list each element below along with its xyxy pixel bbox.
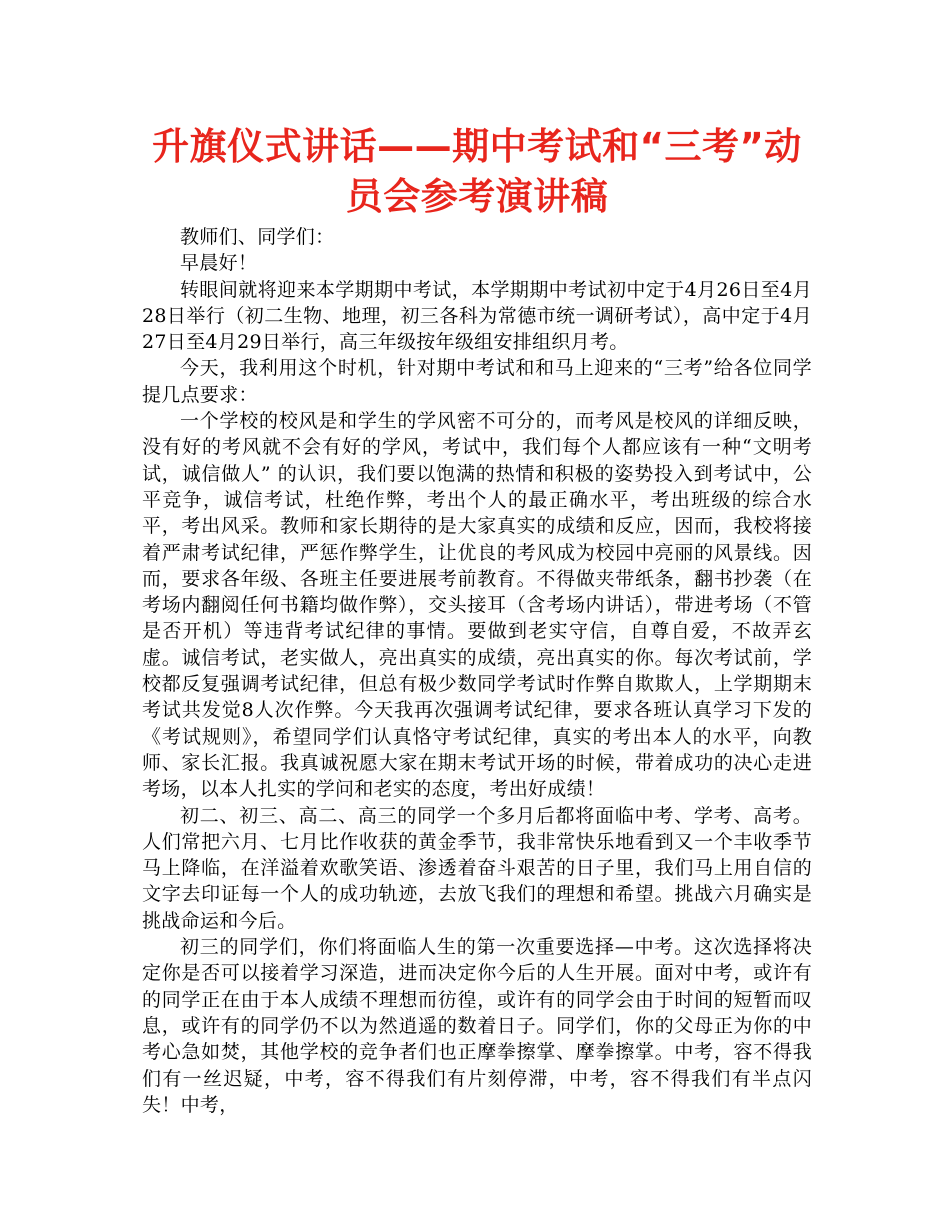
document-body — [142, 224, 812, 1118]
salutation: 教师们、同学们： — [180, 226, 335, 248]
paragraph: 一个学校的校风是和学生的学风密不可分的，而考风是校风的详细反映，没有好的考风就不会有好的学风，考试中，我们每个人都应该有一种“文明考试，诚信做人” 的认识，我们要以饱满的热情和积极的姿势投入到考试中，公平竞争，诚信考试，杜绝作弊，考出个人的最正确水平，考出班级的综合水平，考出风采。教师和家长期待的是大家真实的成绩和反应，因而，我校将接着严肃考试纪律，严惩作弊学生，让优良的考风成为校园中亮丽的风景线。因而，要求各年级、各班主任要进展考前教育。不得做夹带纸条，翻书抄袭（在考场内翻阅任何书籍均做作弊），交头接耳（含考场内讲话），带进考场（不管是否开机）等违背考试纪律的事情。要做到老实守信，自尊自爱，不故弄玄虚。诚信考试，老实做人，亮出真实的成绩，亮出真实的你。每次考试前，学校都反复强调考试纪律，但总有极少数同学考试时作弊自欺欺人，上学期期末考试共发觉8人次作弊。今天我再次强调考试纪律，要求各班认真学习下发的《考试规则》，希望同学们认真恪守考试纪律，真实的考出本人的水平，向教师、家长汇报。我真诚祝愿大家在期末考试开场的时候，带着成功的决心走进考场，以本人扎实的学问和老实的态度，考出好成绩！ — [142, 410, 812, 801]
document-title: 升旗仪式讲话——期中考试和“三考”动员会参考演讲稿 — [152, 125, 802, 218]
greeting: 早晨好！ — [180, 252, 258, 275]
paragraph: 初三的同学们，你们将面临人生的第一次重要选择—中考。这次选择将决定你是否可以接着学习深造，进而决定你今后的人生开展。面对中考，或许有的同学正在由于本人成绩不理想而彷徨，或许有的同学会由于时间的短暂而叹息，或许有的同学仍不以为然逍遥的数着日子。同学们，你的父母正为你的中考心急如焚，其他学校的竞争者们也正摩拳擦掌、摩拳擦掌。中考，容不得我们有一丝迟疑，中考，容不得我们有片刻停滞，中考，容不得我们有半点闪失！中考， — [142, 936, 812, 1116]
paragraph: 今天，我利用这个时机，针对期中考试和和马上迎来的“三考”给各位同学提几点要求： — [142, 357, 812, 406]
document-page — [142, 122, 812, 1118]
paragraph: 转眼间就将迎来本学期期中考试，本学期期中考试初中定于4月26日至4月28日举行（初二生物、地理，初三各科为常德市统一调研考试），高中定于4月27日至4月29日举行，高三年级按年级组安排组织月考。 — [142, 278, 812, 354]
paragraph: 初二、初三、高二、高三的同学一个多月后都将面临中考、学考、高考。人们常把六月、七月比作收获的黄金季节，我非常快乐地看到又一个丰收季节马上降临，在洋溢着欢歌笑语、渗透着奋斗艰苦的日子里，我们马上用自信的文字去印证每一个人的成功轨迹，去放飞我们的理想和希望。挑战六月确实是挑战命运和今后。 — [142, 804, 812, 932]
